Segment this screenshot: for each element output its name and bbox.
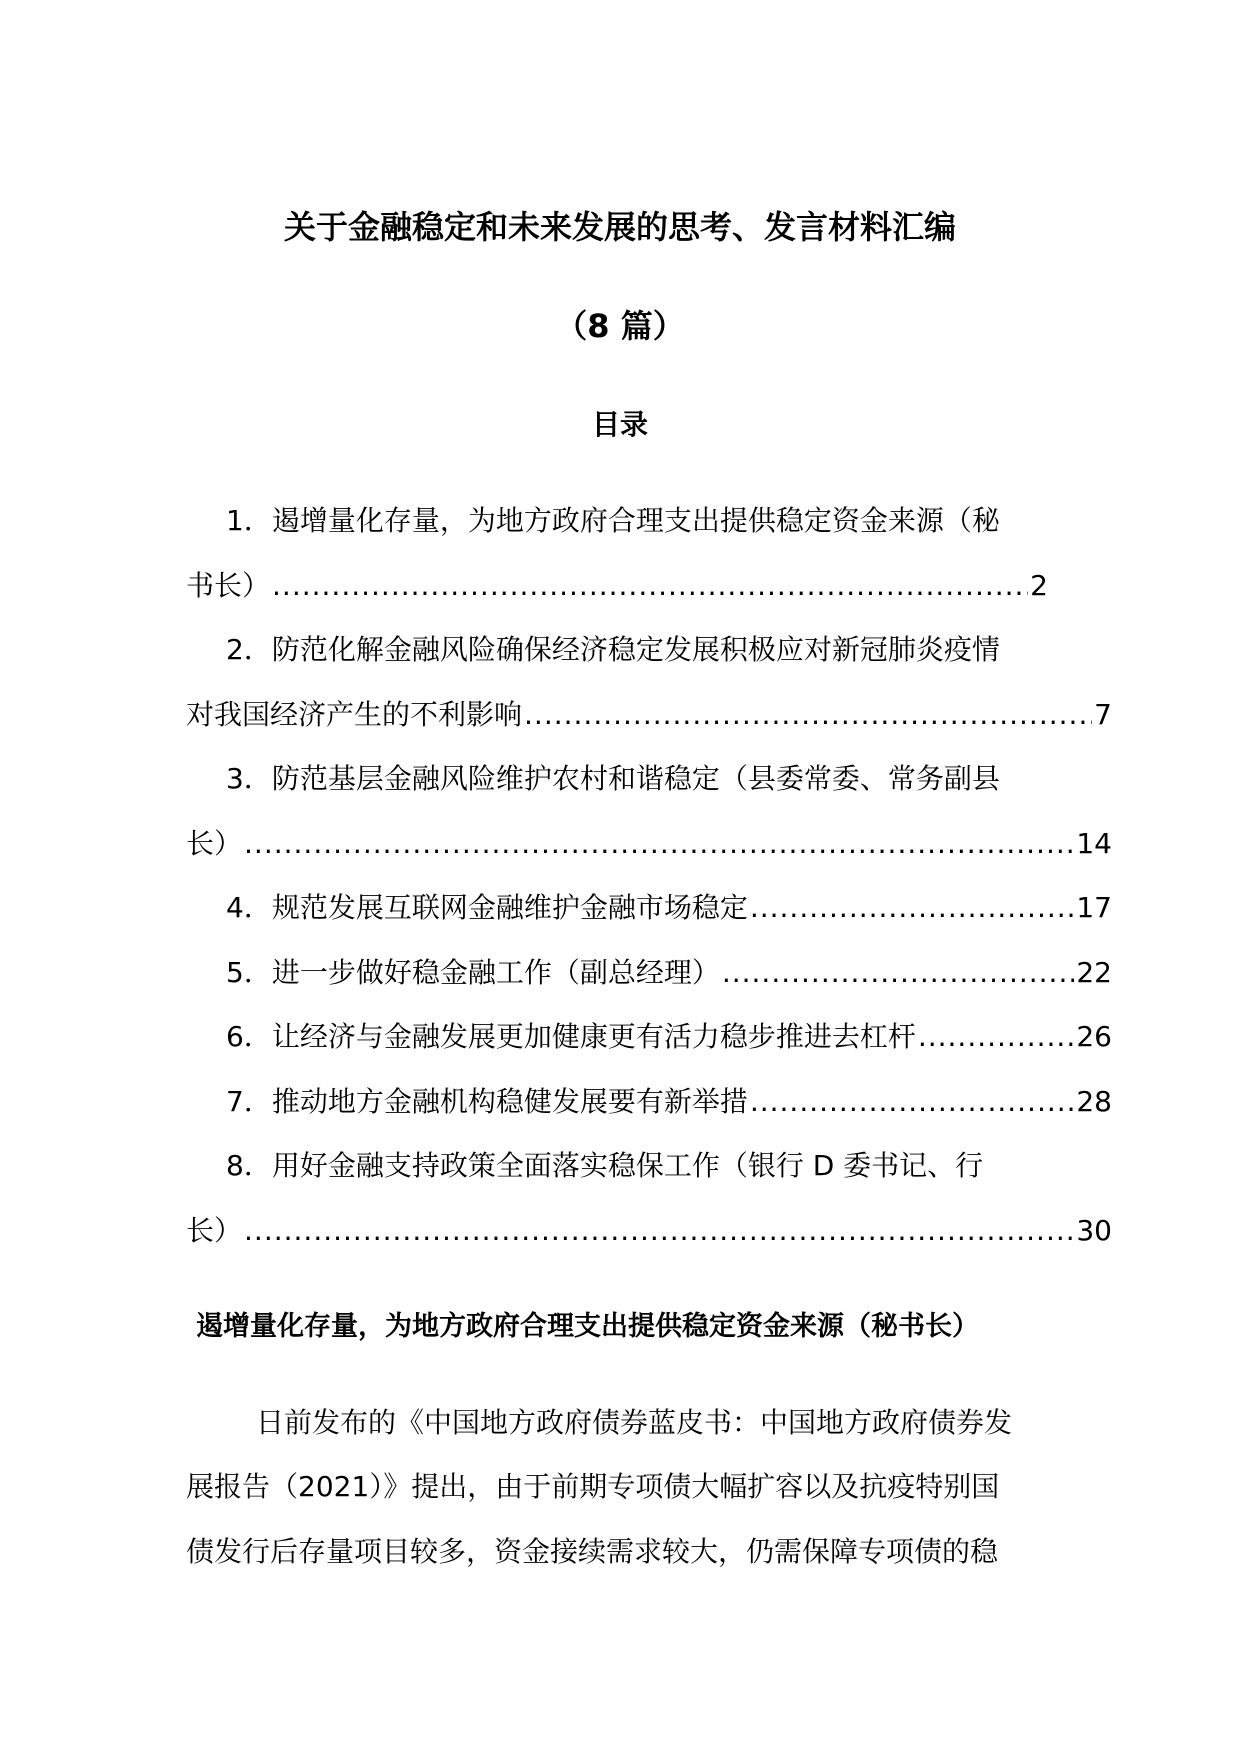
toc-entry-4 (226, 890, 1112, 926)
toc-entry-5-title: 5．进一步做好稳金融工作（副总经理） (226, 956, 720, 989)
toc-entry-3-page: 14 (1076, 827, 1112, 860)
toc-entry-1-page: 2 (1030, 569, 1048, 602)
toc-entry-1-title-cont: 书长） (186, 569, 271, 602)
toc-leader-dots (244, 826, 1074, 862)
toc-entry-5 (226, 955, 1112, 991)
toc-entry-4-title: 4．规范发展互联网金融维护金融市场稳定 (226, 891, 748, 924)
toc-entry-8-page: 30 (1076, 1214, 1112, 1247)
document-title: 关于金融稳定和未来发展的思考、发言材料汇编 (283, 208, 956, 246)
section-heading: 遏增量化存量，为地方政府合理支出提供稳定资金来源（秘书长） (196, 1311, 979, 1342)
toc-entry-2-cont (186, 697, 1112, 733)
toc-entry-8-title: 8．用好金融支持政策全面落实稳保工作（银行 D 委书记、行 (226, 1149, 984, 1182)
toc-leader-dots (750, 1084, 1075, 1120)
toc-entry-1-cont (186, 568, 1048, 604)
toc-entry-8-title-cont: 长） (186, 1214, 243, 1247)
document-subtitle: （8 篇） (555, 307, 685, 345)
body-line-2: 展报告（2021）》提出，由于前期专项债大幅扩容以及抗疫特别国 (186, 1470, 1000, 1503)
toc-entry-2-page: 7 (1094, 698, 1112, 731)
body-line-3: 债发行后存量项目较多，资金接续需求较大，仍需保障专项债的稳 (186, 1535, 999, 1568)
toc-entry-1-title: 1．遏增量化存量，为地方政府合理支出提供稳定资金来源（秘 (226, 504, 1000, 537)
toc-leader-dots (918, 1019, 1075, 1055)
toc-entry-7 (226, 1084, 1112, 1120)
toc-leader-dots (524, 697, 1092, 733)
toc-entry-8-cont (186, 1213, 1112, 1249)
toc-leader-dots (272, 568, 1028, 604)
toc-leader-dots (722, 955, 1075, 991)
toc-entry-3-title: 3．防范基层金融风险维护农村和谐稳定（县委常委、常务副县 (226, 762, 1000, 795)
toc-entry-7-page: 28 (1076, 1085, 1112, 1118)
body-line-1: 日前发布的《中国地方政府债券蓝皮书：中国地方政府债券发 (256, 1406, 1013, 1439)
toc-leader-dots (244, 1213, 1074, 1249)
toc-entry-2-title-cont: 对我国经济产生的不利影响 (186, 698, 523, 731)
toc-leader-dots (750, 890, 1075, 926)
toc-entry-7-title: 7．推动地方金融机构稳健发展要有新举措 (226, 1085, 748, 1118)
toc-entry-6-page: 26 (1076, 1020, 1112, 1053)
toc-heading: 目录 (591, 408, 648, 441)
toc-entry-6 (226, 1019, 1112, 1055)
toc-entry-2-title: 2．防范化解金融风险确保经济稳定发展积极应对新冠肺炎疫情 (226, 633, 1000, 666)
toc-entry-5-page: 22 (1076, 956, 1112, 989)
toc-entry-3-title-cont: 长） (186, 827, 243, 860)
toc-entry-4-page: 17 (1076, 891, 1112, 924)
toc-entry-6-title: 6．让经济与金融发展更加健康更有活力稳步推进去杠杆 (226, 1020, 916, 1053)
toc-entry-3-cont (186, 826, 1112, 862)
